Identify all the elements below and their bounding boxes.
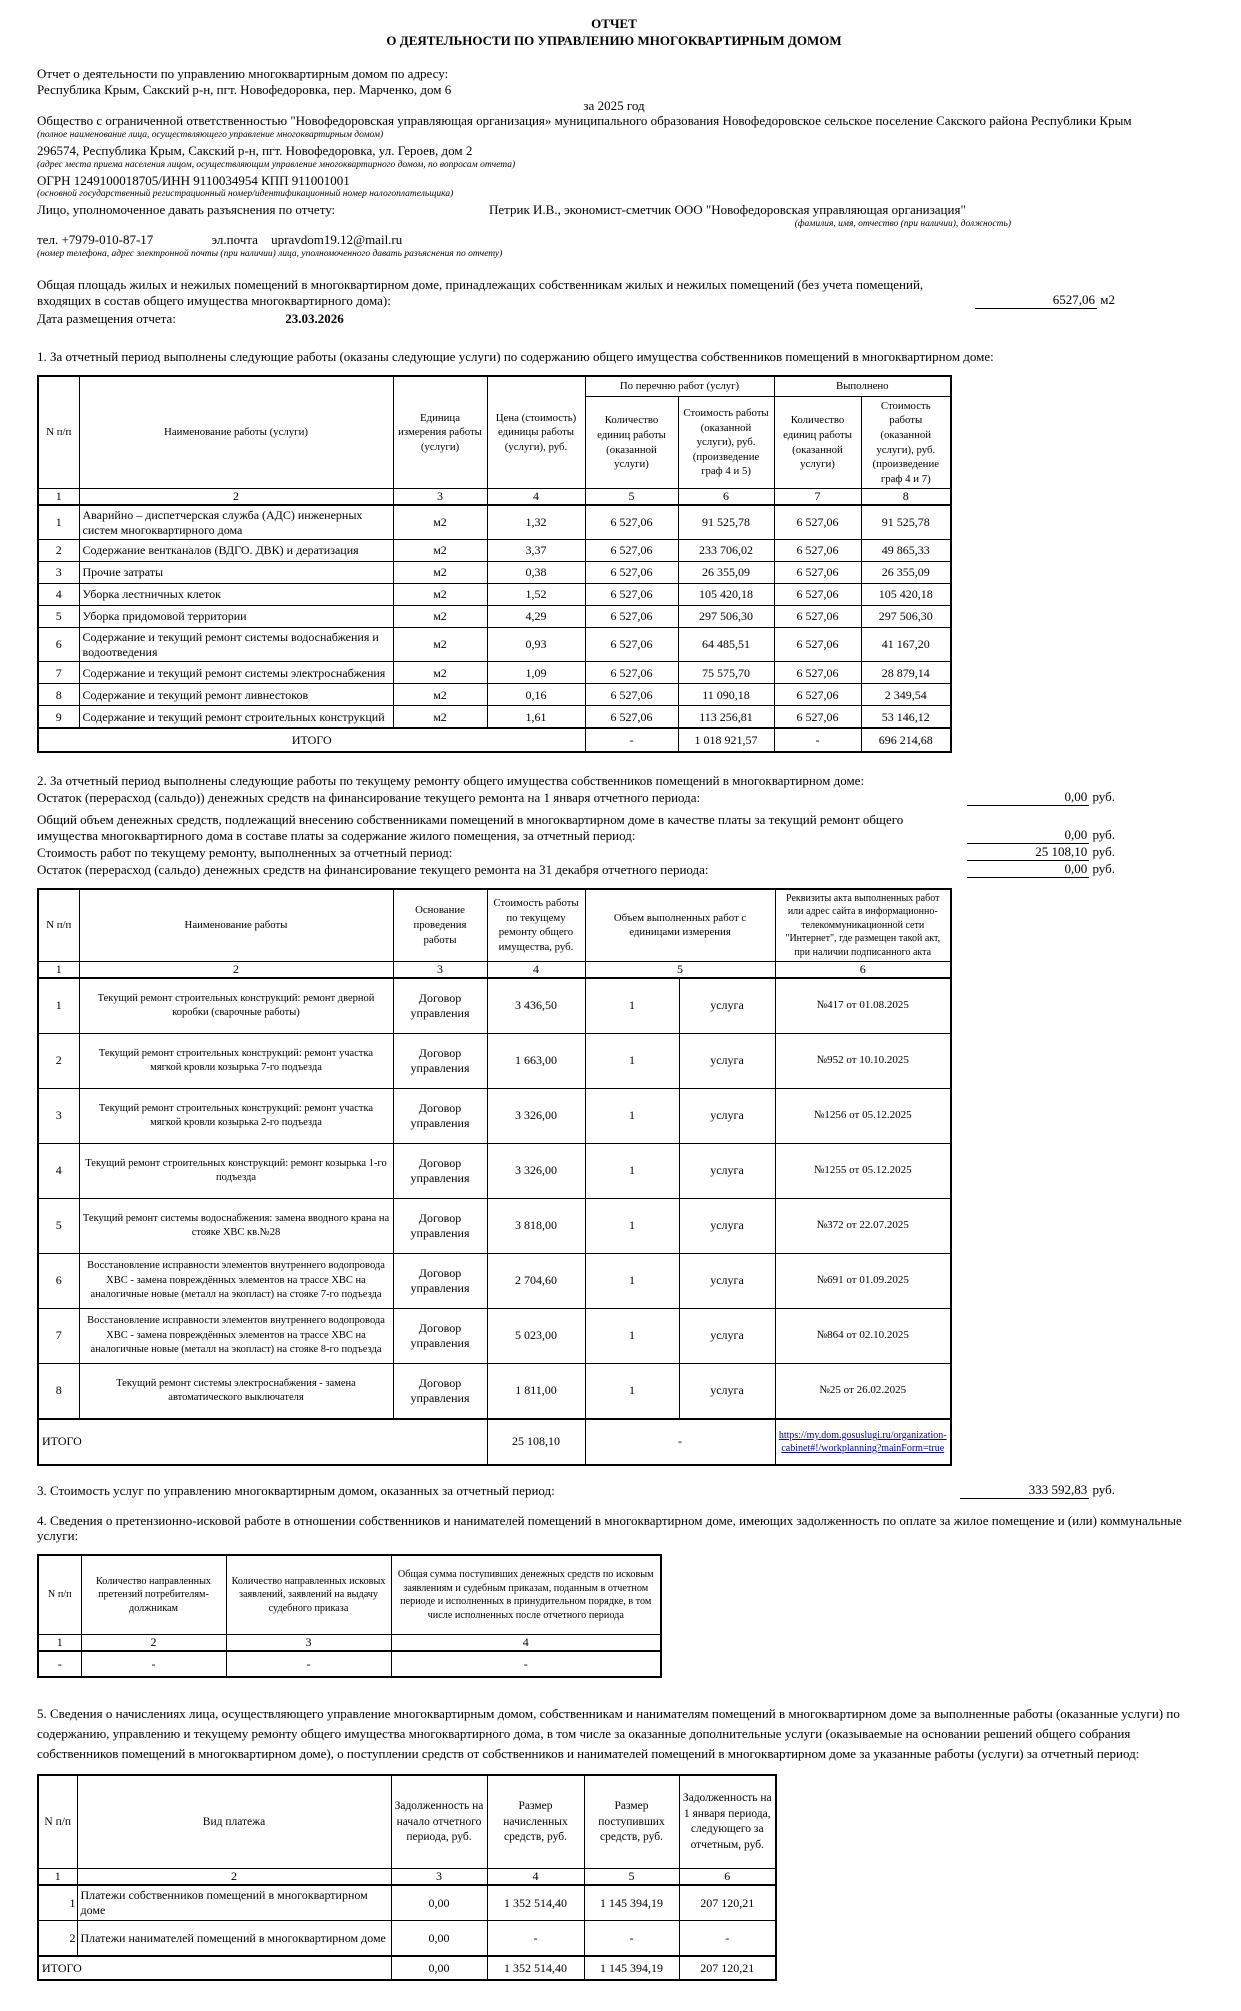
t1-colnum: 6 [678, 489, 774, 505]
cell-payment-type: Платежи собственников помещений в многоквартирном доме [77, 1885, 391, 1921]
t2-row [38, 1088, 951, 1143]
t1-row [38, 684, 951, 706]
t5-h-received: Размер поступивших средств, руб. [584, 1775, 679, 1869]
cell-qty-done: 6 527,06 [774, 662, 861, 684]
cell-cost-plan: 113 256,81 [678, 706, 774, 729]
cell-cost: 1 811,00 [487, 1363, 585, 1419]
t1-colnum: 1 [38, 489, 79, 505]
cell-act: №691 от 01.09.2025 [775, 1253, 951, 1308]
sec2-stat1-value [967, 789, 1115, 806]
t5-colnum: 1 [38, 1869, 77, 1885]
maintenance-works-table [37, 375, 952, 754]
claims-table [37, 1554, 662, 1678]
cell-cost-done: 53 146,12 [861, 706, 951, 729]
cell-unit: услуга [679, 1363, 775, 1419]
cell-num: 1 [38, 1885, 77, 1921]
cell-work-name: Восстановление исправности элементов внутреннего водопровода ХВС - замена повреждённых элементов на трассе ХВС на аналогичные новые (металл на экопласт) на стояке 7-го подъезда [79, 1253, 393, 1308]
intro-block [37, 66, 1191, 262]
t5-h-type: Вид платежа [77, 1775, 391, 1869]
cell-cost-plan: 26 355,09 [678, 562, 774, 584]
sec2-stat4-number: 0,00 [967, 861, 1089, 878]
cell-qty: 1 [585, 1088, 679, 1143]
t2-row [38, 1143, 951, 1198]
sec2-stat3-number: 25 108,10 [967, 844, 1089, 861]
cell-qty-plan: 6 527,06 [585, 684, 678, 706]
cell-debt-start: 0,00 [391, 1920, 487, 1956]
sec2-stat3 [37, 844, 1191, 861]
rub-label: руб. [1092, 827, 1115, 842]
rub-label: руб. [1092, 860, 1115, 876]
cell-unit: м2 [393, 606, 487, 628]
total-qty-done: - [774, 728, 861, 752]
cell-price: 0,16 [487, 684, 585, 706]
title-line-2: О ДЕЯТЕЛЬНОСТИ ПО УПРАВЛЕНИЮ МНОГОКВАРТИРНЫМ ДОМОМ [386, 32, 842, 48]
total-debt-start: 0,00 [391, 1956, 487, 1980]
t5-colnum: 2 [77, 1869, 391, 1885]
t2-row [38, 978, 951, 1034]
t4-colnum: 4 [391, 1635, 661, 1651]
cell-work-name: Аварийно – диспетчерская служба (АДС) инженерных систем многоквартирного дома [79, 505, 393, 540]
sec2-stat4 [37, 861, 1191, 878]
cell-basis: Договор управления [393, 1363, 487, 1419]
cell-debt-start: 0,00 [391, 1885, 487, 1921]
cell-act: №952 от 10.10.2025 [775, 1033, 951, 1088]
t2-total-row [38, 1419, 951, 1465]
total-debt-end: 207 120,21 [679, 1956, 776, 1980]
section5-heading: 5. Сведения о начислениях лица, осуществляющего управление многоквартирным домом, собственникам и нанимателям помещений в многоквартирном доме за выполненные работы (оказанные услуги) по содержанию, управлению и текущему ремонту общего имущества многоквартирного дома, в том числе за оказанные дополнительные услуги (оказываемые на основании решений общего собрания собственников помещений в многоквартирном доме), о поступлении средств от собственников и нанимателей помещений в многоквартирном доме за указанные работы (услуги) за отчетный период: [37, 1705, 1180, 1762]
sec2-stat2-value [967, 827, 1115, 844]
t1-h-name: Наименование работы (услуги) [79, 376, 393, 489]
t4-colnum: 3 [226, 1635, 391, 1651]
sec2-stat3-text: Стоимость работ по текущему ремонту, выполненных за отчетный период: [37, 844, 453, 860]
cell-qty: 1 [585, 1198, 679, 1253]
cell-work-name: Текущий ремонт строительных конструкций: ремонт участка мягкой кровли козырька 7-го подъезда [79, 1033, 393, 1088]
rub-label: руб. [1092, 843, 1115, 859]
sec2-stat2-number: 0,00 [967, 827, 1089, 844]
document-title [37, 16, 1191, 50]
cell-qty: 1 [585, 1308, 679, 1363]
t1-row [38, 662, 951, 684]
cell-work-name: Текущий ремонт системы электроснабжения - замена автоматического выключателя [79, 1363, 393, 1419]
cell-unit: услуга [679, 1308, 775, 1363]
cell-num: - [38, 1651, 81, 1677]
t2-colnum: 6 [775, 962, 951, 978]
cell-work-name: Текущий ремонт строительных конструкций: ремонт козырька 1-го подъезда [79, 1143, 393, 1198]
section3-value [960, 1482, 1115, 1499]
t1-colnum: 8 [861, 489, 951, 505]
cell-unit: м2 [393, 662, 487, 684]
total-area-row [37, 277, 1191, 309]
org-address-caption: (адрес места приема населения лицом, осуществляющим управление многоквартирного домом, по вопросам отчета) [37, 159, 516, 170]
cell-received: 1 145 394,19 [584, 1885, 679, 1921]
cell-price: 1,61 [487, 706, 585, 729]
cell-qty-plan: 6 527,06 [585, 706, 678, 729]
total-cost-done: 696 214,68 [861, 728, 951, 752]
cell-sum: - [391, 1651, 661, 1677]
t1-h-done-group: Выполнено [774, 376, 951, 397]
total-act-link-cell [775, 1419, 951, 1465]
t2-row [38, 1363, 951, 1419]
t5-colnum: 5 [584, 1869, 679, 1885]
cell-unit: услуга [679, 1033, 775, 1088]
cell-num: 4 [38, 584, 79, 606]
cell-basis: Договор управления [393, 1198, 487, 1253]
cell-unit: услуга [679, 1088, 775, 1143]
cell-debt-end: - [679, 1920, 776, 1956]
t2-h-act: Реквизиты акта выполненных работ или адрес сайта в информационно-телекоммуникационной сети "Интернет", где размещен такой акт, при наличии подписанного акта [775, 889, 951, 962]
cell-cost: 3 326,00 [487, 1088, 585, 1143]
cell-cost-plan: 297 506,30 [678, 606, 774, 628]
cell-basis: Договор управления [393, 978, 487, 1034]
t1-h-price: Цена (стоимость) единицы работы (услуги), руб. [487, 376, 585, 489]
t5-h-debt-end: Задолженность на 1 января периода, следующего за отчетным, руб. [679, 1775, 776, 1869]
cell-cost-done: 105 420,18 [861, 584, 951, 606]
t1-h-unit: Единица измерения работы (услуги) [393, 376, 487, 489]
cell-num: 8 [38, 684, 79, 706]
sec2-stat1-number: 0,00 [967, 789, 1089, 806]
cell-work-name: Уборка придомовой территории [79, 606, 393, 628]
contact-line [37, 232, 1191, 248]
cell-cost-done: 49 865,33 [861, 540, 951, 562]
cell-num: 9 [38, 706, 79, 729]
sec2-stat2 [37, 812, 1191, 844]
total-cost: 25 108,10 [487, 1419, 585, 1465]
t4-row [38, 1651, 661, 1677]
t2-colnum: 1 [38, 962, 79, 978]
cell-qty-done: 6 527,06 [774, 540, 861, 562]
cell-work-name: Текущий ремонт строительных конструкций: ремонт дверной коробки (сварочные работы) [79, 978, 393, 1034]
t1-row [38, 562, 951, 584]
cell-work-name: Содержание и текущий ремонт строительных конструкций [79, 706, 393, 729]
cell-unit: м2 [393, 540, 487, 562]
t4-h-sum: Общая сумма поступивших денежных средств по исковым заявлениям и судебным приказам, поданным в отчетном периоде и исполненных в принудительном порядке, в том числе исполненных после отчетного периода [391, 1555, 661, 1635]
section4-heading: 4. Сведения о претензионно-исковой работе в отношении собственников и нанимателей помещений в многоквартирном доме, имеющих задолженность по оплате за жилое помещение и (или) коммунальные услуги: [37, 1512, 1182, 1544]
sec2-stat4-text: Остаток (перерасход (сальдо) денежных средств на финансирование текущего ремонта на 31 декабря отчетного периода: [37, 861, 709, 877]
cell-cost: 1 663,00 [487, 1033, 585, 1088]
authorized-person-value: Петрик И.В., экономист-сметчик ООО "Новофедоровская управляющая организация" [489, 202, 966, 218]
cell-cost: 3 818,00 [487, 1198, 585, 1253]
cell-cost-plan: 75 575,70 [678, 662, 774, 684]
t2-colnum: 5 [585, 962, 775, 978]
cell-work-name: Текущий ремонт строительных конструкций: ремонт участка мягкой кровли козырька 2-го подъезда [79, 1088, 393, 1143]
sec2-stat1-text: Остаток (перерасход (сальдо)) денежных средств на финансирование текущего ремонта на 1 января отчетного периода: [37, 790, 701, 806]
contact-caption: (номер телефона, адрес электронной почты (при наличии) лица, уполномоченного давать разъяснения по отчету) [37, 248, 503, 259]
house-address: Республика Крым, Сакский р-н, пгт. Новофедоровка, пер. Марченко, дом 6 [37, 81, 452, 97]
cell-qty-plan: 6 527,06 [585, 662, 678, 684]
t1-h-qty-done: Количество единиц работы (оказанной услуги) [774, 396, 861, 488]
cell-work-name: Восстановление исправности элементов внутреннего водопровода ХВС - замена повреждённых элементов на трассе ХВС на аналогичные новые (металл на экопласт) на стояке 8-го подъезда [79, 1308, 393, 1363]
t5-row [38, 1885, 776, 1921]
authorized-person-label: Лицо, уполномоченное давать разъяснения по отчету: [37, 202, 336, 218]
t2-row [38, 1033, 951, 1088]
cell-work-name: Уборка лестничных клеток [79, 584, 393, 606]
cell-basis: Договор управления [393, 1253, 487, 1308]
t1-row [38, 584, 951, 606]
t2-colnum: 4 [487, 962, 585, 978]
cell-qty: 1 [585, 1253, 679, 1308]
t5-colnum: 3 [391, 1869, 487, 1885]
section3-text: 3. Стоимость услуг по управлению многоквартирным домом, оказанных за отчетный период: [37, 1482, 555, 1498]
cell-unit: м2 [393, 505, 487, 540]
cell-cost-plan: 233 706,02 [678, 540, 774, 562]
cell-cost-done: 28 879,14 [861, 662, 951, 684]
cell-qty-done: 6 527,06 [774, 706, 861, 729]
cell-qty-done: 6 527,06 [774, 684, 861, 706]
cell-num: 1 [38, 978, 79, 1034]
cell-cost: 3 436,50 [487, 978, 585, 1034]
t1-h-plan-group: По перечню работ (услуг) [585, 376, 774, 397]
cell-debt-end: 207 120,21 [679, 1885, 776, 1921]
cell-num: 1 [38, 505, 79, 540]
t5-h-num: N п/п [38, 1775, 77, 1869]
cell-num: 5 [38, 1198, 79, 1253]
cell-unit: услуга [679, 1253, 775, 1308]
t1-colnum: 5 [585, 489, 678, 505]
phone-number: +7979-010-87-17 [61, 231, 154, 247]
t5-row [38, 1920, 776, 1956]
rub-label: руб. [1092, 1481, 1115, 1497]
cell-qty: 1 [585, 1033, 679, 1088]
t5-total-row [38, 1956, 776, 1980]
cell-act: №1255 от 05.12.2025 [775, 1143, 951, 1198]
cell-work-name: Содержание и текущий ремонт ливнестоков [79, 684, 393, 706]
report-about-line: Отчет о деятельности по управлению многоквартирным домом по адресу: [37, 65, 449, 81]
cell-qty: 1 [585, 1143, 679, 1198]
sec2-stat4-value [967, 861, 1115, 878]
org-name: Общество с ограниченной ответственностью "Новофедоровская управляющая организация» муниципального образования Новофедоровское сельское поселение Сакского района Республики Крым [37, 113, 1132, 129]
cell-price: 1,32 [487, 505, 585, 540]
section1-heading: 1. За отчетный период выполнены следующие работы (оказаны следующие услуги) по содержанию общего имущества собственников помещений в многоквартирном доме: [37, 349, 994, 365]
t2-row [38, 1253, 951, 1308]
cell-cost: 5 023,00 [487, 1308, 585, 1363]
cell-unit: м2 [393, 684, 487, 706]
phone-label: тел. [37, 231, 59, 247]
cell-cost-plan: 105 420,18 [678, 584, 774, 606]
cell-qty-plan: 6 527,06 [585, 505, 678, 540]
cell-qty: 1 [585, 978, 679, 1034]
cell-unit: услуга [679, 1143, 775, 1198]
cell-unit: м2 [393, 628, 487, 662]
cell-work-name: Содержание вентканалов (ВДГО. ДВК) и дератизация [79, 540, 393, 562]
cell-num: 5 [38, 606, 79, 628]
cell-qty: 1 [585, 1363, 679, 1419]
t2-colnum: 2 [79, 962, 393, 978]
cell-unit: услуга [679, 978, 775, 1034]
cell-price: 3,37 [487, 540, 585, 562]
cell-cost-done: 2 349,54 [861, 684, 951, 706]
t2-h-volume: Объем выполненных работ с единицами измерения [585, 889, 775, 962]
t1-row [38, 540, 951, 562]
total-label: ИТОГО [38, 1419, 487, 1465]
cell-accrued: - [487, 1920, 584, 1956]
t2-row [38, 1308, 951, 1363]
cell-basis: Договор управления [393, 1088, 487, 1143]
t4-colnum: 2 [81, 1635, 226, 1651]
cell-qty-done: 6 527,06 [774, 584, 861, 606]
cell-price: 1,09 [487, 662, 585, 684]
cell-cost: 3 326,00 [487, 1143, 585, 1198]
cell-price: 1,52 [487, 584, 585, 606]
t2-row [38, 1198, 951, 1253]
cell-work-name: Содержание и текущий ремонт системы водоснабжения и водоотведения [79, 628, 393, 662]
section2-block [37, 773, 1191, 877]
total-area-value [975, 292, 1115, 309]
total-area-text: Общая площадь жилых и нежилых помещений в многоквартирном доме, принадлежащих собственникам жилых и нежилых помещений (без учета помещений, входящих в состав общего имущества многоквартирного дома): [37, 277, 924, 309]
person-caption: (фамилия, имя, отчество (при наличии), должность) [794, 219, 1011, 230]
cell-qty-plan: 6 527,06 [585, 562, 678, 584]
org-name-caption: (полное наименование лица, осуществляющего управление многоквартирным домом) [37, 130, 384, 141]
rub-label: руб. [1092, 789, 1115, 805]
sec2-stat3-value [967, 844, 1115, 861]
sec2-stat2-text: Общий объем денежных средств, подлежащий внесению собственниками помещений в многоквартирном доме в качестве платы за текущий ремонт общего имущества многоквартирного дома в составе платы за содержание жилого помещения, за отчетный период: [37, 812, 904, 843]
total-label: ИТОГО [38, 1956, 391, 1980]
section2-heading: 2. За отчетный период выполнены следующие работы по текущему ремонту общего имущества собственников помещений в многоквартирном доме: [37, 773, 865, 789]
sec2-stat1 [37, 789, 1191, 806]
authorized-person-line [37, 202, 1191, 218]
t1-h-cost-plan: Стоимость работы (оказанной услуги), руб. (произведение граф 4 и 5) [678, 396, 774, 488]
cell-price: 0,38 [487, 562, 585, 584]
cell-qty-plan: 6 527,06 [585, 606, 678, 628]
ogrn-inn-kpp: ОГРН 1249100018705/ИНН 9110034954 КПП 911001001 [37, 172, 350, 188]
publish-date-label: Дата размещения отчета: [37, 311, 176, 327]
cell-act: №417 от 01.08.2025 [775, 978, 951, 1034]
t1-colnum: 2 [79, 489, 393, 505]
title-line-1: ОТЧЕТ [591, 16, 637, 31]
cell-work-name: Содержание и текущий ремонт системы электроснабжения [79, 662, 393, 684]
t1-colnum: 7 [774, 489, 861, 505]
report-year: за 2025 год [583, 97, 645, 113]
t4-h-num: N п/п [38, 1555, 81, 1635]
cell-num: 8 [38, 1363, 79, 1419]
t2-h-cost: Стоимость работы по текущему ремонту общего имущества, руб. [487, 889, 585, 962]
cell-act: №864 от 02.10.2025 [775, 1308, 951, 1363]
section3-number: 333 592,83 [960, 1482, 1089, 1499]
t2-h-name: Наименование работы [79, 889, 393, 962]
email-label: эл.почта [211, 231, 258, 247]
total-accrued: 1 352 514,40 [487, 1956, 584, 1980]
cell-unit: м2 [393, 584, 487, 606]
email-value: upravdom19.12@mail.ru [271, 231, 403, 247]
cell-num: 6 [38, 628, 79, 662]
cell-num: 2 [38, 1920, 77, 1956]
total-volume: - [585, 1419, 775, 1465]
cell-unit: услуга [679, 1198, 775, 1253]
t1-row [38, 628, 951, 662]
t5-h-debt-start: Задолженность на начало отчетного периода, руб. [391, 1775, 487, 1869]
cell-price: 0,93 [487, 628, 585, 662]
t4-h-suits: Количество направленных исковых заявлений, заявлений на выдачу судебного приказа [226, 1555, 391, 1635]
cell-cost-plan: 11 090,18 [678, 684, 774, 706]
cell-basis: Договор управления [393, 1143, 487, 1198]
t1-row [38, 606, 951, 628]
current-repair-table [37, 888, 952, 1466]
t1-h-cost-done: Стоимость работы (оказанной услуги), руб. (произведение граф 4 и 7) [861, 396, 951, 488]
cell-num: 4 [38, 1143, 79, 1198]
cell-cost-done: 297 506,30 [861, 606, 951, 628]
cell-suits: - [226, 1651, 391, 1677]
t2-h-basis: Основание проведения работы [393, 889, 487, 962]
area-unit: м2 [1100, 292, 1115, 308]
cell-cost-done: 41 167,20 [861, 628, 951, 662]
cell-num: 6 [38, 1253, 79, 1308]
cell-accrued: 1 352 514,40 [487, 1885, 584, 1921]
t2-h-num: N п/п [38, 889, 79, 962]
t2-colnum: 3 [393, 962, 487, 978]
t1-colnum: 4 [487, 489, 585, 505]
t4-h-claims: Количество направленных претензий потребителям-должникам [81, 1555, 226, 1635]
cell-act: №372 от 22.07.2025 [775, 1198, 951, 1253]
gosuslugi-link[interactable]: https://my.dom.gosuslugi.ru/organization-cabinet#!/workplanning?mainForm=true [778, 1429, 947, 1454]
cell-work-name: Прочие затраты [79, 562, 393, 584]
total-cost-plan: 1 018 921,57 [678, 728, 774, 752]
t1-h-qty-plan: Количество единиц работы (оказанной услуги) [585, 396, 678, 488]
cell-qty-done: 6 527,06 [774, 505, 861, 540]
payments-table [37, 1774, 777, 1981]
t1-colnum: 3 [393, 489, 487, 505]
cell-received: - [584, 1920, 679, 1956]
total-qty-plan: - [585, 728, 678, 752]
publish-date-value: 23.03.2026 [285, 311, 344, 327]
cell-payment-type: Платежи нанимателей помещений в многоквартирном доме [77, 1920, 391, 1956]
cell-basis: Договор управления [393, 1033, 487, 1088]
cell-act: №25 от 26.02.2025 [775, 1363, 951, 1419]
cell-cost: 2 704,60 [487, 1253, 585, 1308]
cell-basis: Договор управления [393, 1308, 487, 1363]
t1-total-row [38, 728, 951, 752]
cell-num: 3 [38, 1088, 79, 1143]
cell-num: 2 [38, 540, 79, 562]
section3-row [37, 1482, 1191, 1499]
cell-work-name: Текущий ремонт системы водоснабжения: замена вводного крана на стояке ХВС кв.№28 [79, 1198, 393, 1253]
t1-row [38, 505, 951, 540]
cell-num: 2 [38, 1033, 79, 1088]
cell-qty-done: 6 527,06 [774, 562, 861, 584]
cell-num: 3 [38, 562, 79, 584]
cell-cost-done: 26 355,09 [861, 562, 951, 584]
t5-colnum: 4 [487, 1869, 584, 1885]
cell-unit: м2 [393, 706, 487, 729]
t5-h-accrued: Размер начисленных средств, руб. [487, 1775, 584, 1869]
cell-unit: м2 [393, 562, 487, 584]
t1-h-num: N п/п [38, 376, 79, 489]
cell-num: 7 [38, 1308, 79, 1363]
cell-cost-plan: 91 525,78 [678, 505, 774, 540]
cell-act: №1256 от 05.12.2025 [775, 1088, 951, 1143]
total-received: 1 145 394,19 [584, 1956, 679, 1980]
cell-qty-done: 6 527,06 [774, 628, 861, 662]
org-address: 296574, Республика Крым, Сакский р-н, пгт. Новофедоровка, ул. Героев, дом 2 [37, 142, 473, 158]
total-label: ИТОГО [38, 728, 585, 752]
cell-cost-done: 91 525,78 [861, 505, 951, 540]
cell-price: 4,29 [487, 606, 585, 628]
cell-qty-plan: 6 527,06 [585, 540, 678, 562]
t5-colnum: 6 [679, 1869, 776, 1885]
cell-qty-done: 6 527,06 [774, 606, 861, 628]
ogrn-caption: (основной государственный регистрационный номер/идентификационный номер налогоплательщика) [37, 189, 454, 200]
cell-qty-plan: 6 527,06 [585, 628, 678, 662]
publish-date-row [37, 311, 1191, 327]
cell-claims: - [81, 1651, 226, 1677]
cell-num: 7 [38, 662, 79, 684]
cell-cost-plan: 64 485,51 [678, 628, 774, 662]
t1-row [38, 706, 951, 729]
cell-qty-plan: 6 527,06 [585, 584, 678, 606]
t4-colnum: 1 [38, 1635, 81, 1651]
area-number: 6527,06 [975, 292, 1097, 309]
